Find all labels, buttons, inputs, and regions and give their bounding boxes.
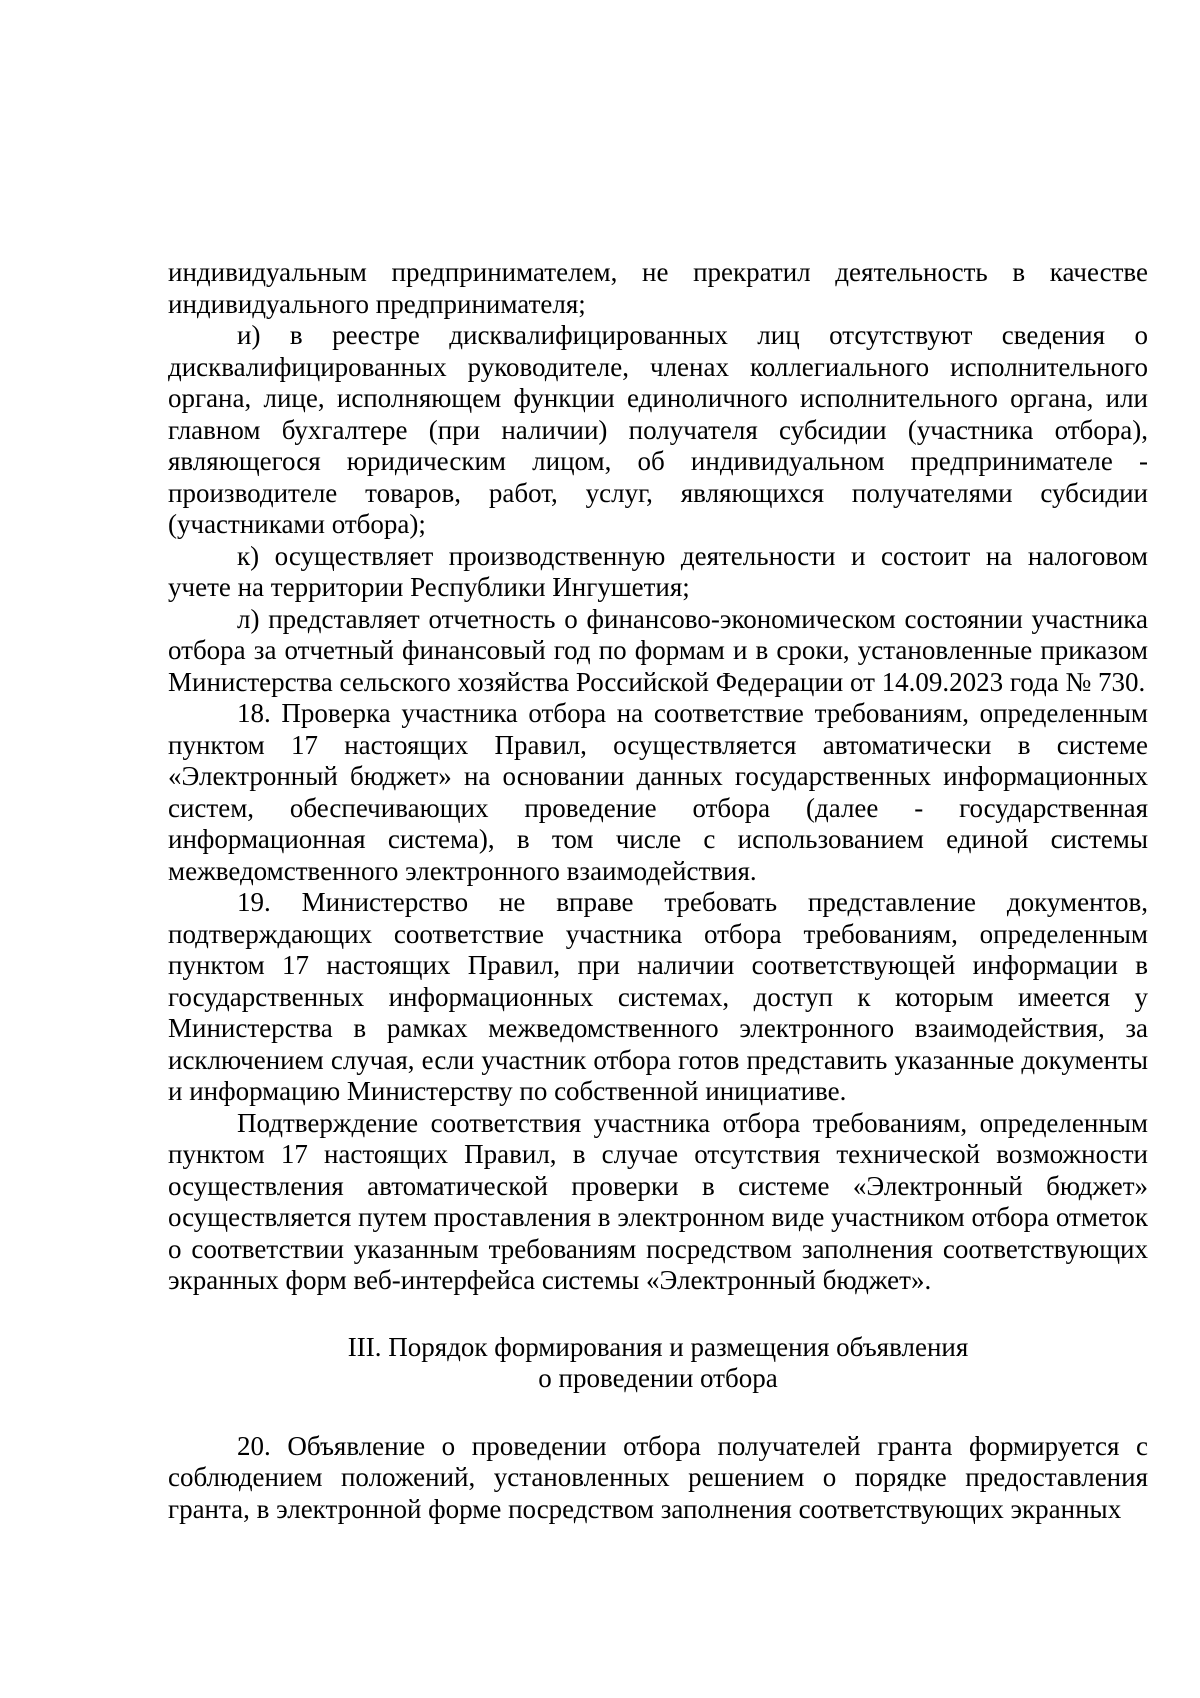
paragraph-19: 19. Министерство не вправе требовать представление документов, подтверждающих соответствие участника отбора требованиям, определенным пунктом 17 настоящих Правил, при наличии соответствующей информации в государственных информационных системах, доступ к которым имеется у Министерства в рамках межведомственного электронного взаимодействия, за исключением случая, если участник отбора готов представить указанные документы и информацию Министерству по собственной инициативе. — [168, 887, 1148, 1106]
section-heading — [168, 1332, 1148, 1395]
section-heading-line-2: о проведении отбора — [538, 1363, 778, 1393]
paragraph-confirmation: Подтверждение соответствия участника отбора требованиям, определенным пунктом 17 настоящих Правил, в случае отсутствия технической возможности осуществления автоматической проверки в системе «Электронный бюджет» осуществляется путем проставления в электронном виде участником отбора отметок о соответствии указанным требованиям посредством заполнения соответствующих экранных форм веб-интерфейса системы «Электронный бюджет». — [168, 1107, 1148, 1295]
document-body — [168, 257, 1148, 1525]
section-heading-line-1: III. Порядок формирования и размещения объявления — [347, 1331, 969, 1362]
paragraph-item-i: и) в реестре дисквалифицированных лиц отсутствуют сведения о дисквалифицированных руководителе, членах коллегиального исполнительного органа, лице, исполняющем функции единоличного исполнительного органа, или главном бухгалтере (при наличии) получателя субсидии (участника отбора), являющегося юридическим лицом, об индивидуальном предпринимателе - производителе товаров, работ, услуг, являющихся получателями субсидии (участниками отбора); — [168, 320, 1148, 539]
paragraph-item-l: л) представляет отчетность о финансово-экономическом состоянии участника отбора за отчетный финансовый год по формам и в сроки, установленные приказом Министерства сельского хозяйства Российской Федерации от 14.09.2023 года № 730. — [168, 603, 1148, 697]
paragraph-continuation: индивидуальным предпринимателем, не прекратил деятельность в качестве индивидуального предпринимателя; — [168, 257, 1148, 319]
paragraph-18: 18. Проверка участника отбора на соответствие требованиям, определенным пунктом 17 настоящих Правил, осуществляется автоматически в системе «Электронный бюджет» на основании данных государственных информационных систем, обеспечивающих проведение отбора (далее - государственная информационная система), в том числе с использованием единой системы межведомственного электронного взаимодействия. — [168, 698, 1148, 886]
paragraph-item-k: к) осуществляет производственную деятельности и состоит на налоговом учете на территории Республики Ингушетия; — [168, 540, 1148, 602]
paragraph-20: 20. Объявление о проведении отбора получателей гранта формируется с соблюдением положений, установленных решением о порядке предоставления гранта, в электронной форме посредством заполнения соответствующих экранных — [168, 1430, 1148, 1524]
